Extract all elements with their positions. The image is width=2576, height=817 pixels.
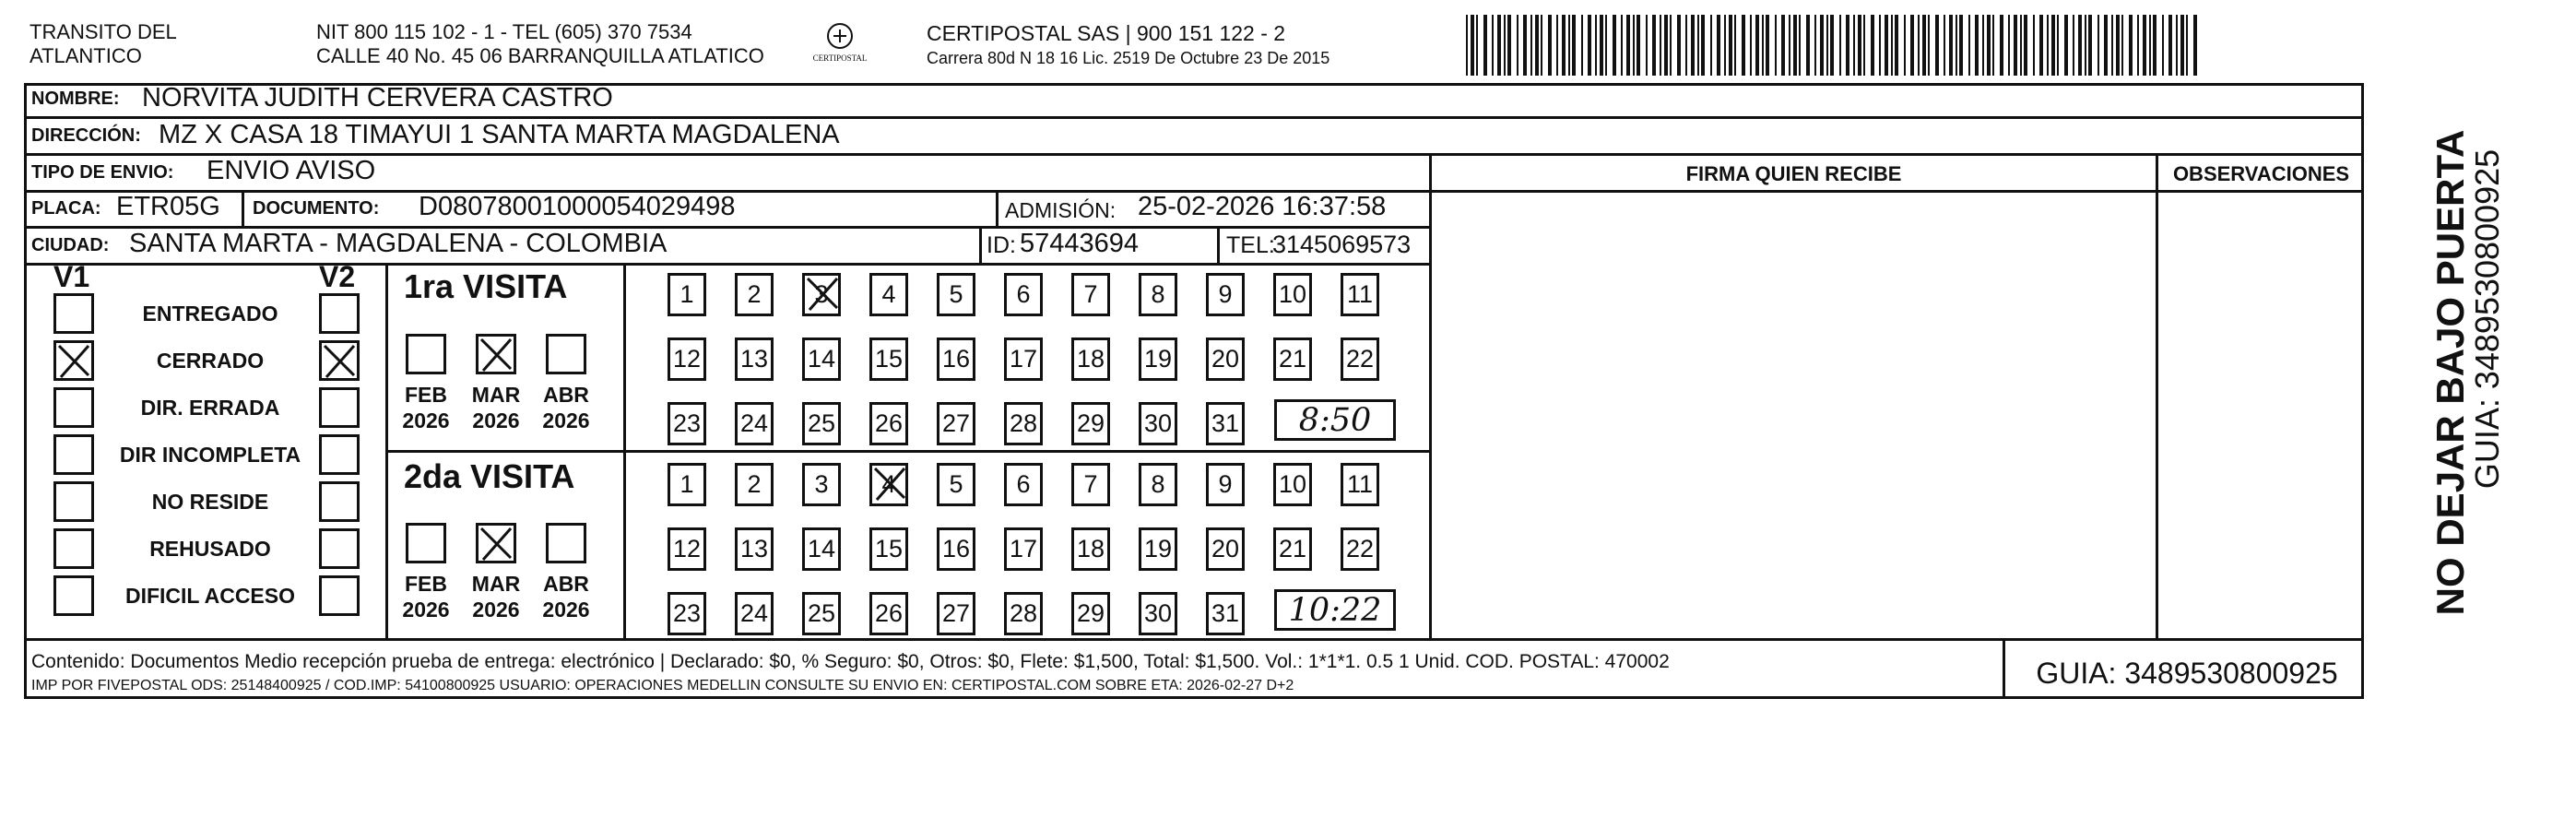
visit2-month-checkbox[interactable] <box>546 523 586 563</box>
col-divider <box>1429 153 1432 639</box>
visit2-month-name: ABR <box>543 572 589 596</box>
visit1-day-number: 16 <box>941 345 971 373</box>
visit2-day-number: 11 <box>1346 470 1374 498</box>
visit2-day-box[interactable] <box>1139 527 1177 571</box>
status-label: CERRADO <box>156 349 265 373</box>
visit1-time-text: 8:50 <box>1298 402 1372 439</box>
visit1-day-box[interactable] <box>1139 402 1177 445</box>
documento-label: DOCUMENTO: <box>253 198 380 219</box>
visit1-day-box[interactable] <box>1139 273 1177 316</box>
visit1-day-box[interactable] <box>668 337 706 381</box>
visit1-month-checkbox[interactable] <box>476 334 516 374</box>
visit2-day-number: 10 <box>1278 470 1307 498</box>
visit2-month-checkbox[interactable] <box>406 523 446 563</box>
v1-label: V1 <box>53 260 90 293</box>
visit1-day-box[interactable] <box>1071 402 1110 445</box>
visit2-day-box[interactable] <box>668 463 706 506</box>
visit1-day-box[interactable] <box>869 273 908 316</box>
visit1-day-box[interactable] <box>802 402 841 445</box>
status-label: REHUSADO <box>149 537 271 561</box>
visit2-day-box[interactable] <box>668 527 706 571</box>
visit1-day-box[interactable] <box>1206 273 1245 316</box>
visit1-day-number: 17 <box>1009 345 1038 373</box>
id-value: 57443694 <box>1020 229 1140 258</box>
visit1-day-number: 2 <box>747 280 762 308</box>
visit1-day-box[interactable] <box>1004 402 1043 445</box>
nombre-value: NORVITA JUDITH CERVERA CASTRO <box>142 83 613 112</box>
visit2-day-number: 3 <box>814 470 829 498</box>
visit2-day-number: 20 <box>1211 535 1240 562</box>
visit1-day-box[interactable] <box>1004 273 1043 316</box>
status-v1-checkbox[interactable] <box>53 528 94 569</box>
status-v2-checkbox[interactable] <box>319 575 360 616</box>
visit2-time-text: 10:22 <box>1288 592 1382 629</box>
status-v1-checkbox[interactable] <box>53 434 94 475</box>
visit1-day-number: 26 <box>874 409 904 437</box>
status-label: ENTREGADO <box>142 302 278 326</box>
status-v2-checkbox[interactable] <box>319 293 360 334</box>
visit2-day-box[interactable] <box>1341 463 1379 506</box>
visit1-day-box[interactable] <box>1139 337 1177 381</box>
visit2-day-box[interactable] <box>1004 463 1043 506</box>
tel-label: TEL: <box>1226 232 1275 258</box>
v2-label: V2 <box>319 260 356 293</box>
visit1-day-number: 21 <box>1278 345 1307 373</box>
visit2-day-number: 22 <box>1345 535 1375 562</box>
visit1-day-number: 4 <box>881 280 896 308</box>
logo-text: CERTIPOSTAL <box>812 53 868 63</box>
visit1-day-number: 19 <box>1143 345 1173 373</box>
visit2-day-box[interactable] <box>1139 463 1177 506</box>
col-divider <box>996 190 998 227</box>
certipostal-logo <box>811 20 869 72</box>
documento-value: D08078001000054029498 <box>419 192 736 221</box>
check-x-icon <box>869 463 910 503</box>
visit2-day-box[interactable] <box>1004 527 1043 571</box>
visit2-day-box[interactable] <box>1206 527 1245 571</box>
visit1-month-name: ABR <box>543 383 589 407</box>
visit1-day-box[interactable] <box>735 402 774 445</box>
col-divider <box>2156 153 2158 639</box>
visit1-day-number: 20 <box>1211 345 1240 373</box>
issuer-contact <box>316 20 764 68</box>
admision-value: 25-02-2026 16:37:58 <box>1138 192 1387 221</box>
visit1-month-year: 2026 <box>542 408 590 432</box>
visit2-day-box[interactable] <box>802 527 841 571</box>
status-v2-checkbox[interactable] <box>319 481 360 522</box>
visit2-day-number: 16 <box>941 535 971 562</box>
visit2-day-box[interactable] <box>937 463 975 506</box>
visit2-day-box[interactable] <box>1139 592 1177 635</box>
visit2-day-number: 27 <box>941 599 971 627</box>
footer-content: Contenido: Documentos Medio recepción prueba de entrega: electrónico | Declarado: $0, % Seguro: $0, Otros: $0, Flete: $1,500, Total: $1,500. Vol.: 1*1*1. 0.5 1 Unid. COD. POSTAL: 470002 <box>31 651 1670 672</box>
visit2-day-box[interactable] <box>1273 463 1312 506</box>
col-divider <box>979 226 982 263</box>
visit1-day-number: 23 <box>672 409 702 437</box>
visit2-day-number: 23 <box>672 599 702 627</box>
side-text <box>2368 120 2506 618</box>
visit1-day-box[interactable] <box>668 273 706 316</box>
status-v2-checkbox[interactable] <box>319 387 360 428</box>
visit2-day-number: 7 <box>1083 470 1098 498</box>
visit2-day-box[interactable] <box>735 592 774 635</box>
visit2-day-box[interactable] <box>668 592 706 635</box>
visit1-day-box[interactable] <box>1206 337 1245 381</box>
visit2-day-box[interactable] <box>735 527 774 571</box>
visit2-day-number: 30 <box>1143 599 1173 627</box>
status-v1-checkbox[interactable] <box>53 293 94 334</box>
visit2-day-number: 18 <box>1076 535 1105 562</box>
direccion-value: MZ X CASA 18 TIMAYUI 1 SANTA MARTA MAGDALENA <box>159 120 840 149</box>
visit2-day-number: 29 <box>1076 599 1105 627</box>
visit2-day-number: 17 <box>1009 535 1038 562</box>
visit2-day-box[interactable] <box>1206 592 1245 635</box>
visit2-day-number: 8 <box>1151 470 1165 498</box>
visit2-month-year: 2026 <box>402 598 450 622</box>
visit2-day-box[interactable] <box>1071 463 1110 506</box>
visit1-day-number: 12 <box>672 345 702 373</box>
visit1-day-box[interactable] <box>937 337 975 381</box>
visit2-day-box[interactable] <box>869 463 908 506</box>
side-guia: GUIA: 3489530800925 <box>2468 148 2506 490</box>
visit1-month-year: 2026 <box>472 408 520 432</box>
visit2-day-box[interactable] <box>1071 527 1110 571</box>
visit1-day-box[interactable] <box>735 273 774 316</box>
issuer-name <box>30 20 177 68</box>
visit1-day-box[interactable] <box>937 273 975 316</box>
tipo-envio-value: ENVIO AVISO <box>207 156 376 185</box>
visit1-day-box[interactable] <box>735 337 774 381</box>
visit2-day-box[interactable] <box>937 527 975 571</box>
visit2-month-name: MAR <box>471 572 521 596</box>
company-address: Carrera 80d N 18 16 Lic. 2519 De Octubre 23 De 2015 <box>927 49 1330 67</box>
visit1-day-number: 5 <box>949 280 963 308</box>
tipo-envio-label: TIPO DE ENVIO: <box>31 162 174 183</box>
col-divider <box>2003 638 2005 699</box>
col-divider <box>1217 226 1220 263</box>
visit1-day-number: 11 <box>1346 280 1374 308</box>
logo-icon <box>811 20 869 72</box>
status-v1-checkbox[interactable] <box>53 575 94 616</box>
visit2-month-year: 2026 <box>472 598 520 622</box>
company-line: CERTIPOSTAL SAS | 900 151 122 - 2 <box>927 21 1286 45</box>
visit1-day-number: 8 <box>1151 280 1165 308</box>
status-label: DIR INCOMPLETA <box>119 443 301 467</box>
visit2-day-box[interactable] <box>1071 592 1110 635</box>
visit1-day-number: 1 <box>679 280 694 308</box>
visit2-day-number: 12 <box>672 535 702 562</box>
visit2-day-number: 31 <box>1211 599 1240 627</box>
visit1-day-box[interactable] <box>1341 273 1379 316</box>
visit1-day-number: 27 <box>941 409 971 437</box>
row-divider <box>24 263 1431 266</box>
visit1-day-box[interactable] <box>802 273 841 316</box>
visit2-day-number: 15 <box>874 535 904 562</box>
visit1-day-number: 15 <box>874 345 904 373</box>
visit2-day-number: 5 <box>949 470 963 498</box>
visit1-day-number: 6 <box>1016 280 1031 308</box>
visit1-month-checkbox[interactable] <box>406 334 446 374</box>
visit2-month-label <box>467 571 526 622</box>
status-label: DIR. ERRADA <box>140 396 280 420</box>
visit2-day-box[interactable] <box>802 592 841 635</box>
visit2-day-box[interactable] <box>1341 527 1379 571</box>
visit1-time <box>1274 399 1396 441</box>
visit2-day-number: 19 <box>1143 535 1173 562</box>
row-divider <box>24 638 2364 641</box>
row-divider <box>385 450 1431 453</box>
visit1-day-box[interactable] <box>1071 273 1110 316</box>
visit1-month-label <box>396 382 455 433</box>
visit1-day-number: 7 <box>1083 280 1098 308</box>
visit1-month-checkbox[interactable] <box>546 334 586 374</box>
visit1-month-name: FEB <box>405 383 447 407</box>
side-warning: NO DEJAR BAJO PUERTA <box>2428 129 2472 616</box>
status-v2-checkbox[interactable] <box>319 340 360 381</box>
visit2-day-number: 1 <box>679 470 694 498</box>
status-label: DIFICIL ACCESO <box>124 584 295 608</box>
status-v2-checkbox[interactable] <box>319 528 360 569</box>
visit1-day-box[interactable] <box>668 402 706 445</box>
visit2-day-box[interactable] <box>802 463 841 506</box>
visit1-day-number: 31 <box>1211 409 1240 437</box>
visit1-day-box[interactable] <box>1004 337 1043 381</box>
visit1-day-number: 25 <box>807 409 836 437</box>
col-divider <box>242 190 244 227</box>
visit1-day-box[interactable] <box>1341 337 1379 381</box>
id-label: ID: <box>987 232 1016 258</box>
visit1-day-box[interactable] <box>937 402 975 445</box>
visit2-day-number: 2 <box>747 470 762 498</box>
nombre-label: NOMBRE: <box>31 89 120 109</box>
visit1-month-label <box>537 382 596 433</box>
status-label: NO RESIDE <box>151 490 269 514</box>
address-line: CALLE 40 No. 45 06 BARRANQUILLA ATLATICO <box>316 44 764 67</box>
row-divider <box>24 116 2364 119</box>
visit2-month-label <box>396 571 455 622</box>
visit2-day-number: 25 <box>807 599 836 627</box>
visit1-day-number: 3 <box>814 280 829 308</box>
check-x-icon <box>802 273 843 314</box>
footer-imp: IMP POR FIVEPOSTAL ODS: 25148400925 / COD.IMP: 54100800925 USUARIO: OPERACIONES MEDELLIN CONSULTE SU ENVIO EN: CERTIPOSTAL.COM SOBRE ETA: 2026-02-27 D+2 <box>31 678 1294 693</box>
visit2-month-year: 2026 <box>542 598 590 622</box>
visit1-day-box[interactable] <box>1273 273 1312 316</box>
visit1-title: 1ra VISITA <box>404 267 568 305</box>
visit2-month-name: FEB <box>405 572 447 596</box>
visit2-day-number: 4 <box>881 470 896 498</box>
issuer-line1: TRANSITO DEL <box>30 20 177 43</box>
visit1-day-number: 18 <box>1076 345 1105 373</box>
footer-guia: GUIA: 3489530800925 <box>2036 657 2338 690</box>
status-v1-checkbox[interactable] <box>53 481 94 522</box>
admision-label: ADMISIÓN: <box>1005 198 1117 222</box>
check-x-icon <box>53 340 94 381</box>
visit2-day-number: 9 <box>1218 470 1233 498</box>
visit2-time <box>1274 589 1396 631</box>
visit2-month-checkbox[interactable] <box>476 523 516 563</box>
visit1-day-box[interactable] <box>1273 337 1312 381</box>
status-v1-checkbox[interactable] <box>53 387 94 428</box>
tel-value: 3145069573 <box>1272 231 1412 258</box>
firma-header: FIRMA QUIEN RECIBE <box>1685 162 1902 185</box>
visit2-day-number: 6 <box>1016 470 1031 498</box>
visit1-day-number: 28 <box>1009 409 1038 437</box>
visit2-day-box[interactable] <box>735 463 774 506</box>
visit2-month-label <box>537 571 596 622</box>
visit2-day-box[interactable] <box>869 592 908 635</box>
visit1-month-name: MAR <box>471 383 521 407</box>
visit2-day-number: 26 <box>874 599 904 627</box>
placa-value: ETR05G <box>116 192 220 221</box>
visit2-day-number: 14 <box>807 535 836 562</box>
visit2-day-box[interactable] <box>869 527 908 571</box>
ciudad-label: CIUDAD: <box>31 235 110 255</box>
visit1-day-number: 24 <box>739 409 769 437</box>
barcode-bars <box>1466 15 2199 76</box>
issuer-line2: ATLANTICO <box>30 44 142 67</box>
barcode <box>1466 15 2199 76</box>
check-x-icon <box>476 334 516 374</box>
visit2-day-box[interactable] <box>1004 592 1043 635</box>
visit2-day-number: 21 <box>1278 535 1307 562</box>
visit2-day-number: 13 <box>739 535 769 562</box>
visit1-day-number: 22 <box>1345 345 1375 373</box>
visit2-title: 2da VISITA <box>404 457 575 495</box>
visit2-day-number: 24 <box>739 599 769 627</box>
status-v2-checkbox[interactable] <box>319 434 360 475</box>
visit1-day-box[interactable] <box>869 337 908 381</box>
visit2-day-number: 28 <box>1009 599 1038 627</box>
check-x-icon <box>476 523 516 563</box>
visit2-day-box[interactable] <box>1206 463 1245 506</box>
visit1-day-number: 10 <box>1278 280 1307 308</box>
check-x-icon <box>319 340 360 381</box>
direccion-label: DIRECCIÓN: <box>31 125 141 146</box>
visit2-day-box[interactable] <box>937 592 975 635</box>
visit1-month-label <box>467 382 526 433</box>
status-v1-checkbox[interactable] <box>53 340 94 381</box>
visit1-day-box[interactable] <box>1206 402 1245 445</box>
visit1-day-number: 13 <box>739 345 769 373</box>
ciudad-value: SANTA MARTA - MAGDALENA - COLOMBIA <box>129 229 668 258</box>
visit1-day-number: 30 <box>1143 409 1173 437</box>
visit1-day-box[interactable] <box>802 337 841 381</box>
observaciones-header: OBSERVACIONES <box>2172 162 2350 185</box>
nit-line: NIT 800 115 102 - 1 - TEL (605) 370 7534 <box>316 20 692 43</box>
company-info <box>927 20 1329 70</box>
visit1-day-box[interactable] <box>869 402 908 445</box>
visit2-day-box[interactable] <box>1273 527 1312 571</box>
visit1-day-number: 29 <box>1076 409 1105 437</box>
visit1-month-year: 2026 <box>402 408 450 432</box>
visit1-day-box[interactable] <box>1071 337 1110 381</box>
visit1-day-number: 9 <box>1218 280 1233 308</box>
placa-label: PLACA: <box>31 198 101 219</box>
visit1-day-number: 14 <box>807 345 836 373</box>
